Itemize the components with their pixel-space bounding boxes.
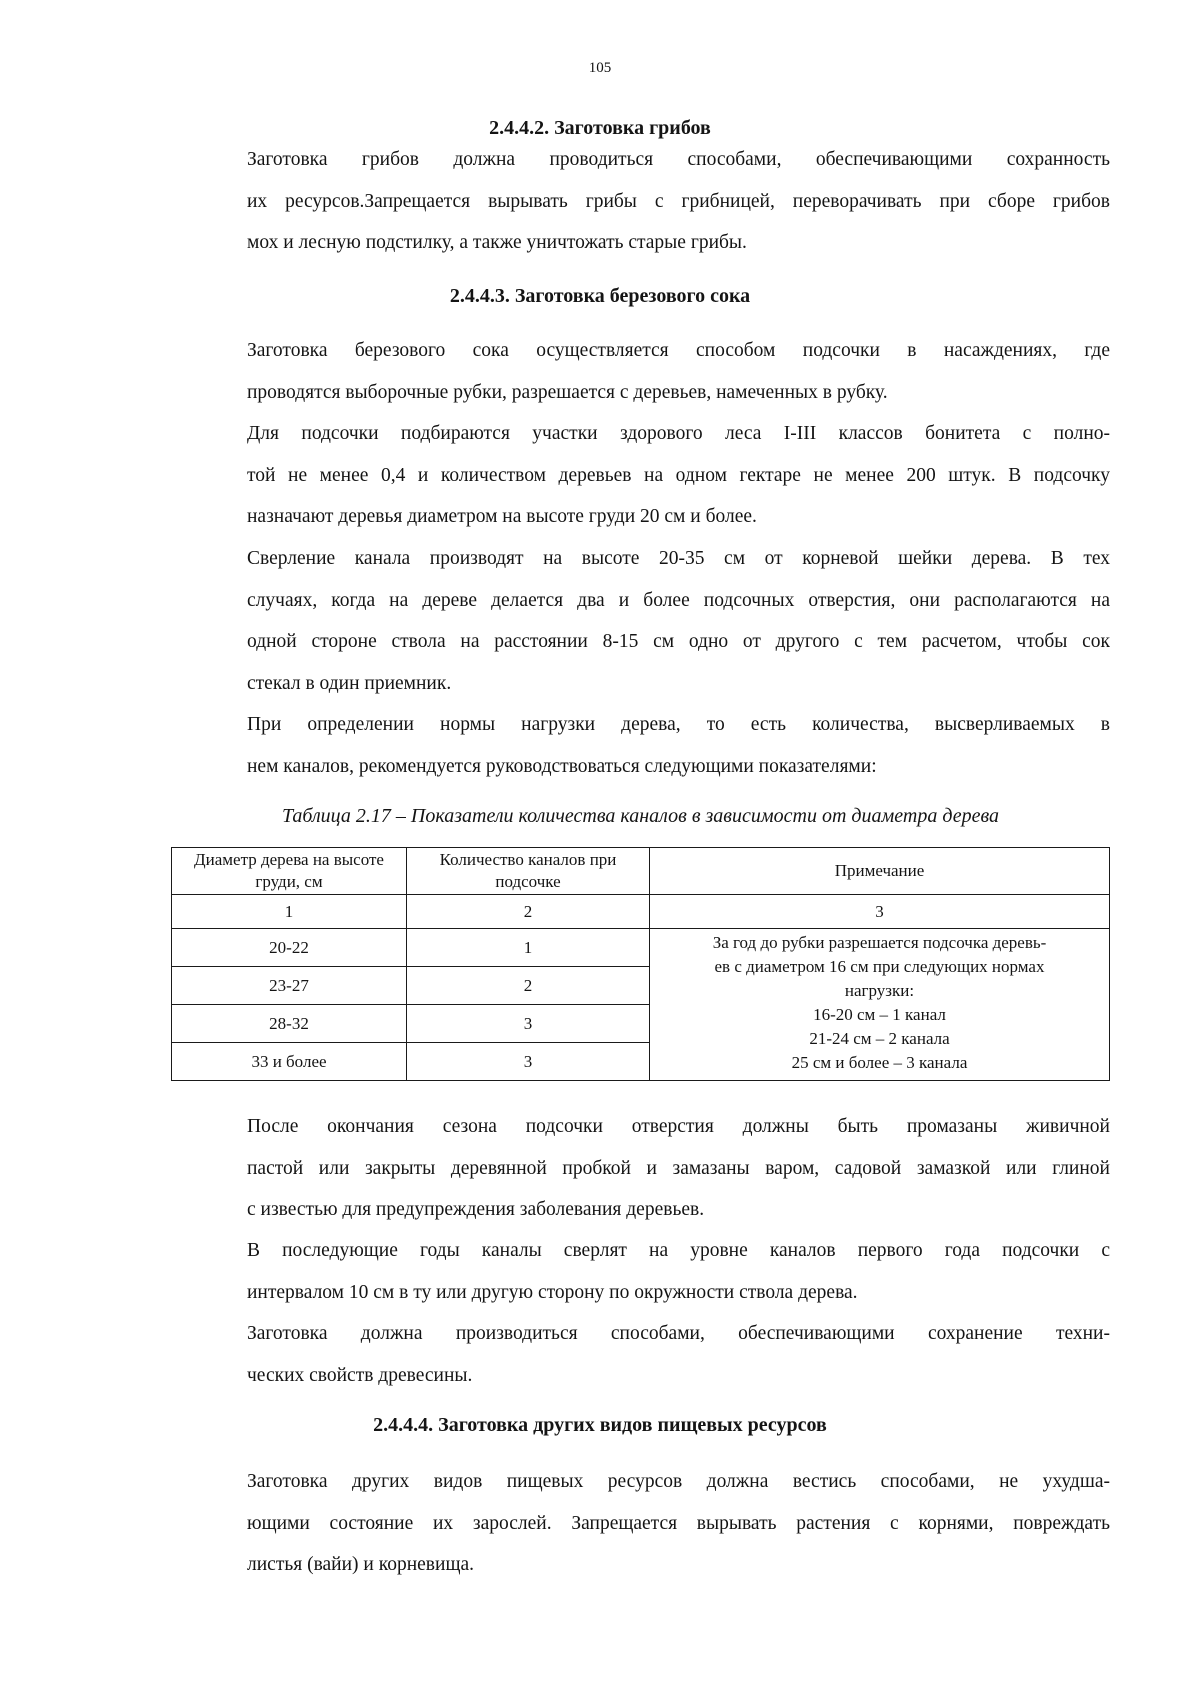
diameter-cell: 33 и более: [172, 1043, 407, 1081]
text-line: Заготовка должна производиться способами, обеспечивающими сохранение техни-: [247, 1323, 1110, 1344]
note-line: ев с диаметром 16 см при следующих нормах: [714, 957, 1045, 976]
text-line: назначают деревья диаметром на высоте груди 20 см и более.: [247, 506, 757, 527]
paragraph-birch-4: [171, 704, 1110, 787]
text-line: пастой или закрыты деревянной пробкой и замазаны варом, садовой замазкой или глиной: [247, 1157, 1110, 1179]
header-diameter: Диаметр дерева на высоте груди, см: [172, 848, 407, 895]
table-row: [172, 929, 1110, 967]
note-line: 16-20 см – 1 канал: [813, 1005, 946, 1024]
diameter-cell: 28-32: [172, 1005, 407, 1043]
diameter-cell: 20-22: [172, 929, 407, 967]
text-line: ющими состояние их зарослей. Запрещается вырывать растения с корнями, повреждать: [247, 1512, 1110, 1534]
text-line: интервалом 10 см в ту или другую сторону по окружности ствола дерева.: [247, 1281, 858, 1303]
note-line: нагрузки:: [844, 981, 915, 1000]
heading-mushrooms: 2.4.4.2. Заготовка грибов: [489, 117, 711, 139]
header-channels: Количество каналов при подсочке: [407, 848, 650, 895]
text-line: одной стороне ствола на расстоянии 8-15 см одно от другого с тем расчетом, чтобы сок: [247, 631, 1110, 652]
text-line: Сверление канала производят на высоте 20-35 см от корневой шейки дерева. В тех: [247, 548, 1110, 569]
paragraph-after-1: [171, 1106, 1110, 1231]
header-note: Примечание: [650, 848, 1110, 895]
channels-cell: 3: [407, 1005, 650, 1043]
diameter-cell: 23-27: [172, 967, 407, 1005]
channels-cell: 2: [407, 967, 650, 1005]
text-line: ческих свойств древесины.: [247, 1364, 473, 1386]
text-line: нем каналов, рекомендуется руководствоваться следующими показателями:: [247, 755, 877, 777]
paragraph-mushrooms-1: [171, 139, 1110, 264]
heading-other-food: 2.4.4.4. Заготовка других видов пищевых ресурсов: [373, 1414, 827, 1436]
column-number: 2: [407, 895, 650, 929]
text-line: стекал в один приемник.: [247, 672, 452, 694]
note-line: За год до рубки разрешается подсочка деревь-: [712, 933, 1047, 952]
heading-birch-sap: 2.4.4.3. Заготовка березового сока: [449, 285, 751, 307]
text-line: В последующие годы каналы сверлят на уровне каналов первого года подсочки с: [247, 1240, 1110, 1261]
text-line: При определении нормы нагрузки дерева, то есть количества, высверливаемых в: [247, 714, 1110, 735]
paragraph-other-food-1: [171, 1461, 1110, 1586]
text-line: Заготовка грибов должна проводиться способами, обеспечивающими сохранность: [247, 149, 1110, 170]
text-line: мох и лесную подстилку, а также уничтожать старые грибы.: [247, 232, 747, 253]
table-header-row: [172, 848, 1110, 895]
text-line: Для подсочки подбираются участки здорового леса I-III классов бонитета с полно-: [247, 423, 1110, 444]
paragraph-birch-2: [171, 413, 1110, 538]
text-line: Заготовка березового сока осуществляется способом подсочки в насаждениях, где: [247, 340, 1110, 361]
channels-cell: 1: [407, 929, 650, 967]
channels-table: [171, 847, 1110, 1081]
text-line: с известью для предупреждения заболевания деревьев.: [247, 1199, 705, 1220]
text-line: проводятся выборочные рубки, разрешается с деревьев, намеченных в рубку.: [247, 381, 888, 403]
paragraph-birch-3: [171, 538, 1110, 704]
paragraph-after-3: [171, 1313, 1110, 1396]
paragraph-birch-1: [171, 330, 1110, 413]
note-line: 25 см и более – 3 канала: [791, 1053, 968, 1072]
text-line: той не менее 0,4 и количеством деревьев на одном гектаре не менее 200 штук. В подсочку: [247, 464, 1110, 486]
channels-cell: 3: [407, 1043, 650, 1081]
text-line: их ресурсов.Запрещается вырывать грибы с грибницей, переворачивать при сборе грибов: [247, 190, 1110, 212]
text-line: После окончания сезона подсочки отверстия должны быть промазаны живичной: [247, 1116, 1110, 1137]
paragraph-after-2: [171, 1230, 1110, 1313]
table-column-numbers-row: [172, 895, 1110, 929]
note-cell: [650, 929, 1110, 1081]
text-line: Заготовка других видов пищевых ресурсов должна вестись способами, не ухудша-: [247, 1471, 1110, 1492]
table-caption: Таблица 2.17 – Показатели количества каналов в зависимости от диаметра дерева: [281, 805, 999, 827]
text-line: случаях, когда на дереве делается два и более подсочных отверстия, они располагаются на: [247, 589, 1110, 611]
page-number: 105: [588, 60, 612, 76]
note-line: 21-24 см – 2 канала: [809, 1029, 950, 1048]
text-line: листья (вайи) и корневища.: [247, 1554, 474, 1575]
column-number: 3: [650, 895, 1110, 929]
column-number: 1: [172, 895, 407, 929]
